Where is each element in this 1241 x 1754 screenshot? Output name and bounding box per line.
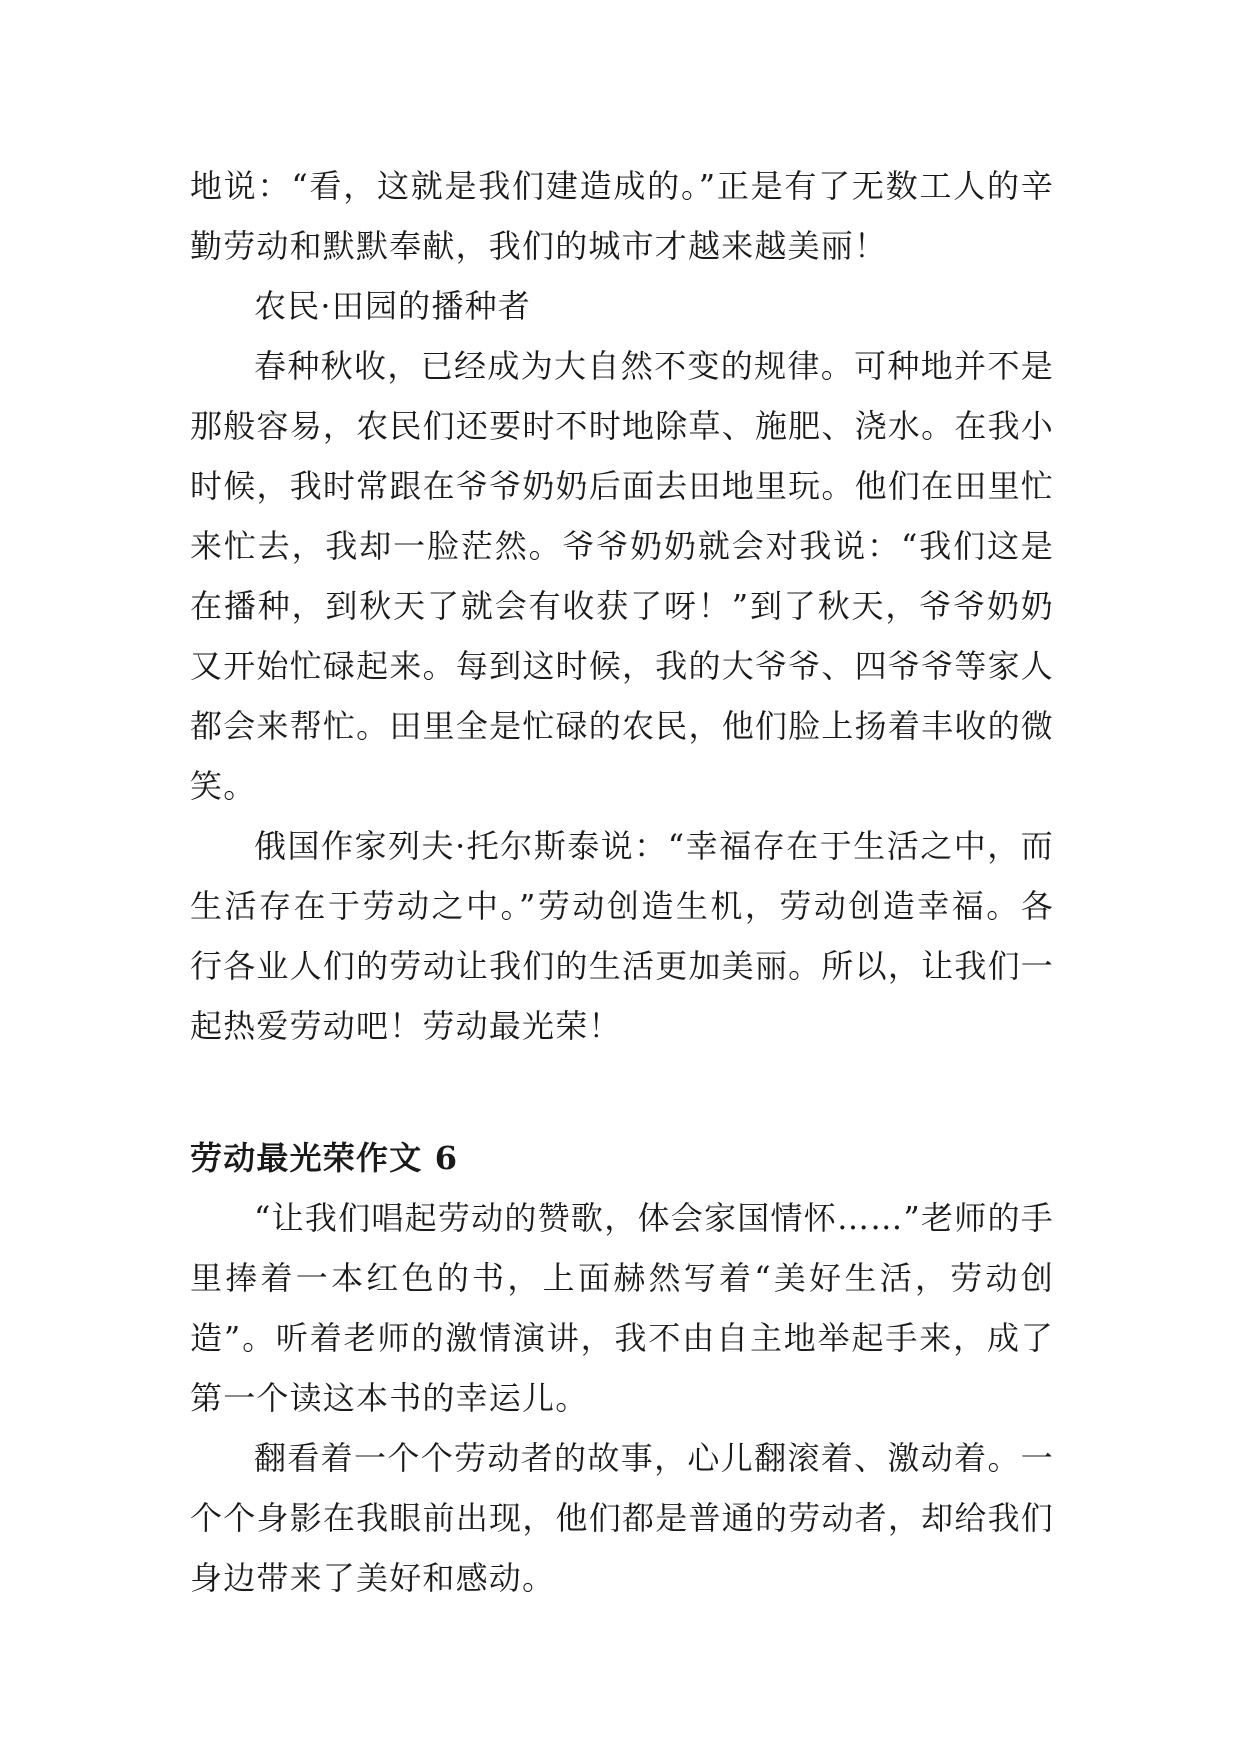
paragraph-workers-stories: 翻看着一个个劳动者的故事，心儿翻滚着、激动着。一个个身影在我眼前出现，他们都是普通的劳动者，却给我们身边带来了美好和感动。 <box>190 1439 1054 1597</box>
paragraph-city-workers: 地说：“看，这就是我们建造成的。”正是有了无数工人的辛勤劳动和默默奉献，我们的城市才越来越美丽！ <box>190 167 1054 265</box>
document-page <box>190 156 1054 1608</box>
section-title: 劳动最光荣作文 6 <box>190 1139 459 1177</box>
paragraph-teacher-book: “让我们唱起劳动的赞歌，体会家国情怀……”老师的手里捧着一本红色的书，上面赫然写着“美好生活，劳动创造”。听着老师的激情演讲，我不由自主地举起手来，成了第一个读这本书的幸运儿。 <box>190 1199 1054 1417</box>
paragraph-tolstoy-quote: 俄国作家列夫·托尔斯泰说：“幸福存在于生活之中，而生活存在于劳动之中。”劳动创造生机，劳动创造幸福。各行各业人们的劳动让我们的生活更加美丽。所以，让我们一起热爱劳动吧！劳动最光荣！ <box>190 827 1054 1045</box>
section-gap <box>190 1056 1054 1128</box>
paragraph-farmers: 春种秋收，已经成为大自然不变的规律。可种地并不是那般容易，农民们还要时不时地除草、施肥、浇水。在我小时候，我时常跟在爷爷奶奶后面去田地里玩。他们在田里忙来忙去，我却一脸茫然。爷爷奶奶就会对我说：“我们这是在播种，到秋天了就会有收获了呀！”到了秋天，爷爷奶奶又开始忙碌起来。每到这时候，我的大爷爷、四爷爷等家人都会来帮忙。田里全是忙碌的农民，他们脸上扬着丰收的微笑。 <box>190 347 1054 805</box>
subheading-farmers: 农民·田园的播种者 <box>254 287 531 325</box>
